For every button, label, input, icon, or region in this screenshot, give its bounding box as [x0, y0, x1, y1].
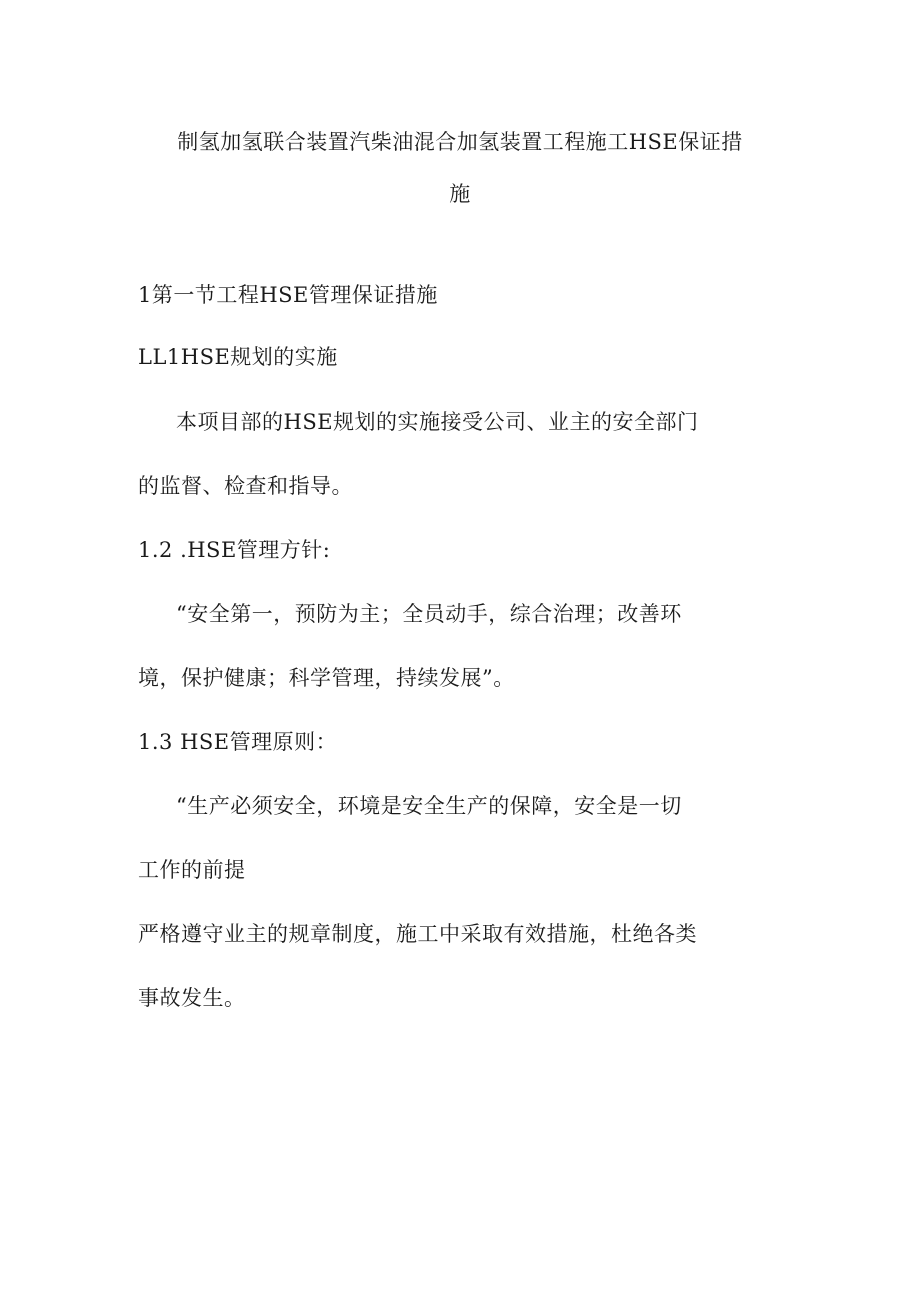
- paragraph-1-2-line-2: 境，保护健康；科学管理，持续发展”。: [138, 666, 515, 690]
- subsection-heading-1-3: 1.3 HSE管理原则：: [138, 730, 338, 754]
- paragraph-1-3-line-2: 工作的前提: [138, 858, 246, 882]
- paragraph-1-3-line-4: 事故发生。: [138, 986, 246, 1010]
- document-title-line-2: 施: [449, 182, 471, 206]
- paragraph-1-3-line-3: 严格遵守业主的规章制度，施工中采取有效措施，杜绝各类: [138, 922, 697, 946]
- paragraph-1-1-line-2: 的监督、检查和指导。: [138, 474, 353, 498]
- paragraph-1-1-line-1: 本项目部的HSE规划的实施接受公司、业主的安全部门: [176, 410, 699, 434]
- subsection-heading-1-1: LL1HSE规划的实施: [138, 345, 338, 369]
- subsection-heading-1-2: 1.2 .HSE管理方针:: [138, 538, 331, 562]
- paragraph-1-2-line-1: “安全第一，预防为主；全员动手，综合治理；改善环: [176, 602, 682, 626]
- section-heading: 1第一节工程HSE管理保证措施: [138, 283, 438, 307]
- paragraph-1-3-line-1: “生产必须安全，环境是安全生产的保障，安全是一切: [176, 794, 682, 818]
- document-title-line-1: 制氢加氢联合装置汽柴油混合加氢装置工程施工HSE保证措: [177, 130, 743, 154]
